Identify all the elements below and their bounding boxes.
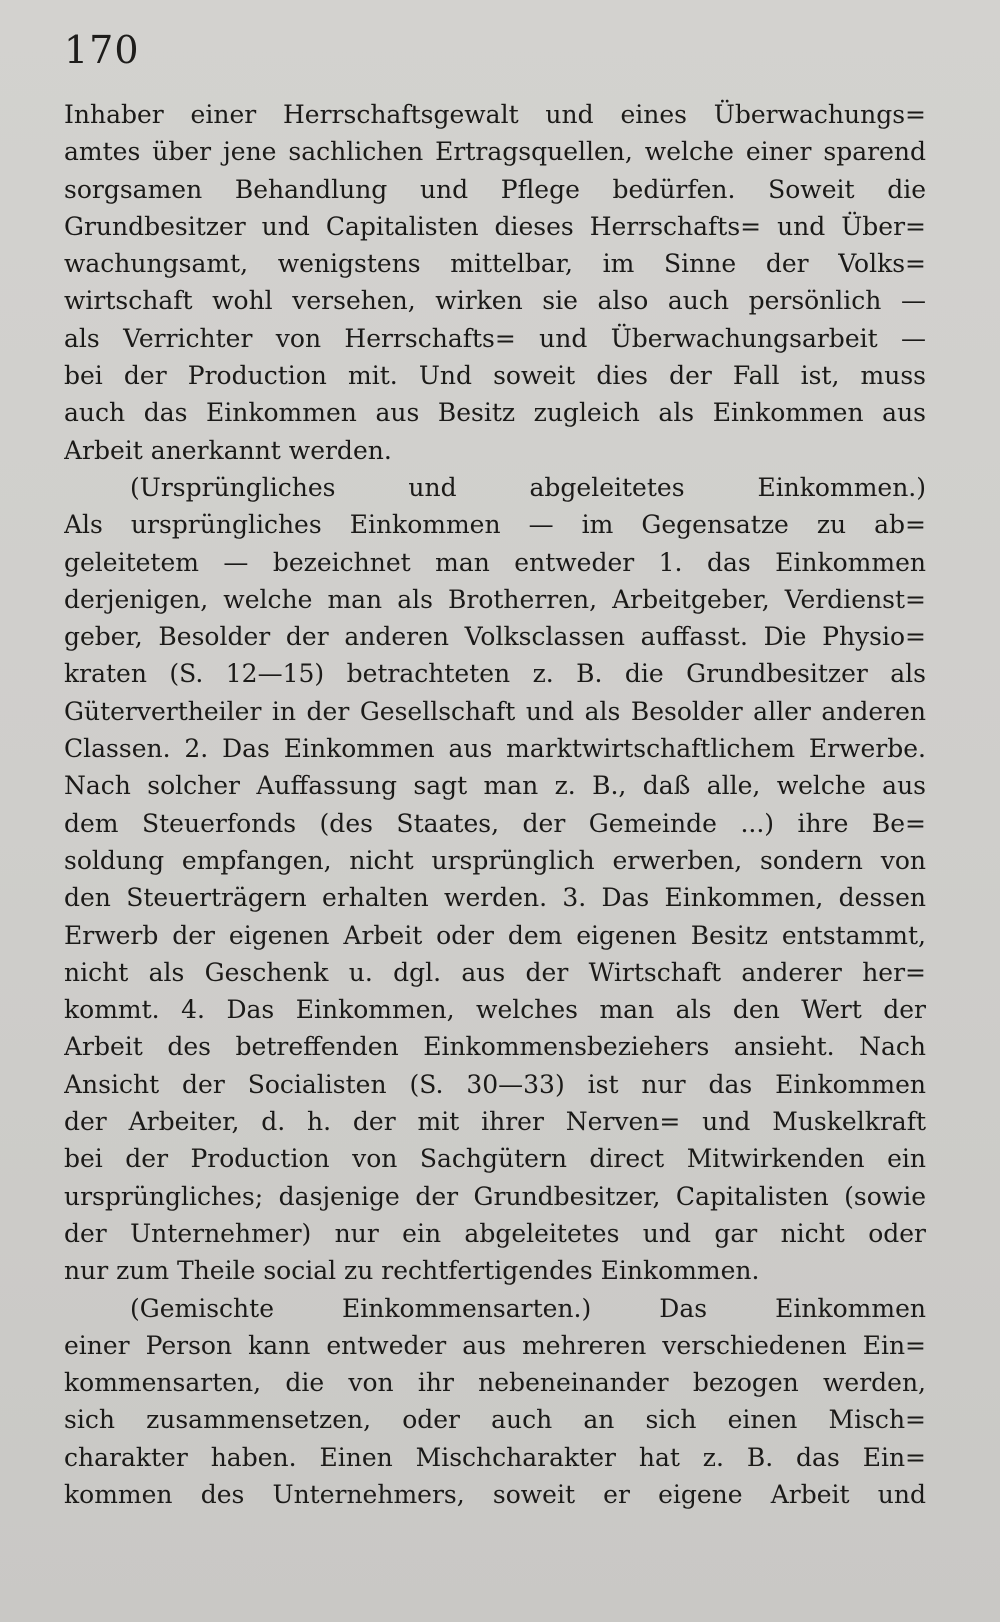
text-line: der Unternehmer) nur ein abgeleitetes und gar nicht oder	[64, 1218, 926, 1248]
text-line: Classen. 2. Das Einkommen aus marktwirtschaftlichem Erwerbe.	[64, 734, 926, 764]
text-line: bei der Production mit. Und soweit dies der Fall ist, muss	[64, 361, 926, 391]
text-line: kraten (S. 12—15) betrachteten z. B. die Grundbesitzer als	[64, 659, 926, 689]
text-line: einer Person kann entweder aus mehreren verschiedenen Ein=	[64, 1330, 926, 1360]
text-line: wachungsamt, wenigstens mittelbar, im Sinne der Volks=	[64, 249, 926, 279]
text-line: Grundbesitzer und Capitalisten dieses Herrschafts= und Über=	[64, 211, 926, 241]
text-line: der Arbeiter, d. h. der mit ihrer Nerven= und Muskelkraft	[64, 1107, 926, 1137]
text-line: Nach solcher Auffassung sagt man z. B., daß alle, welche aus	[64, 771, 926, 801]
text-line: bei der Production von Sachgütern direct Mitwirkenden ein	[64, 1144, 926, 1174]
text-line: nicht als Geschenk u. dgl. aus der Wirtschaft anderer her=	[64, 957, 926, 987]
text-line: kommen des Unternehmers, soweit er eigene Arbeit und	[64, 1479, 926, 1509]
text-line: Arbeit anerkannt werden.	[64, 435, 392, 465]
text-line: Ansicht der Socialisten (S. 30—33) ist nur das Einkommen	[64, 1069, 926, 1099]
text-line: Als ursprüngliches Einkommen — im Gegensatze zu ab=	[64, 510, 926, 540]
text-line: sorgsamen Behandlung und Pflege bedürfen. Soweit die	[64, 174, 926, 204]
text-line: nur zum Theile social zu rechtfertigendes Einkommen.	[64, 1256, 760, 1286]
text-line: als Verrichter von Herrschafts= und Überwachungsarbeit —	[64, 323, 926, 353]
text-line: dem Steuerfonds (des Staates, der Gemeinde ...) ihre Be=	[64, 808, 926, 838]
text-line: den Steuerträgern erhalten werden. 3. Das Einkommen, dessen	[64, 883, 926, 913]
text-line: auch das Einkommen aus Besitz zugleich als Einkommen aus	[64, 398, 926, 428]
text-line: (Gemischte Einkommensarten.) Das Einkommen	[130, 1293, 926, 1323]
text-line: kommt. 4. Das Einkommen, welches man als den Wert der	[64, 995, 926, 1025]
body-text	[64, 96, 926, 1513]
text-line: sich zusammensetzen, oder auch an sich einen Misch=	[64, 1405, 926, 1435]
text-line: geber, Besolder der anderen Volksclassen auffasst. Die Physio=	[64, 622, 926, 652]
text-line: Inhaber einer Herrschaftsgewalt und eines Überwachungs=	[64, 100, 926, 129]
text-line: wirtschaft wohl versehen, wirken sie also auch persönlich —	[64, 286, 926, 316]
text-line: Gütervertheiler in der Gesellschaft und als Besolder aller anderen	[64, 696, 926, 726]
text-line: geleitetem — bezeichnet man entweder 1. das Einkommen	[64, 547, 926, 577]
text-line: Erwerb der eigenen Arbeit oder dem eigenen Besitz entstammt,	[64, 920, 926, 950]
text-line: amtes über jene sachlichen Ertragsquellen, welche einer sparend	[64, 137, 926, 167]
text-line: soldung empfangen, nicht ursprünglich erwerben, sondern von	[64, 845, 926, 875]
text-line: (Ursprüngliches und abgeleitetes Einkommen.)	[130, 472, 926, 502]
page-number: 170	[64, 28, 140, 72]
text-line: charakter haben. Einen Mischcharakter hat z. B. das Ein=	[64, 1442, 926, 1472]
text-line: derjenigen, welche man als Brotherren, Arbeitgeber, Verdienst=	[64, 584, 926, 614]
text-line: ursprüngliches; dasjenige der Grundbesitzer, Capitalisten (sowie	[64, 1181, 926, 1211]
text-line: kommensarten, die von ihr nebeneinander bezogen werden,	[64, 1368, 926, 1398]
text-line: Arbeit des betreffenden Einkommensbeziehers ansieht. Nach	[64, 1032, 926, 1062]
